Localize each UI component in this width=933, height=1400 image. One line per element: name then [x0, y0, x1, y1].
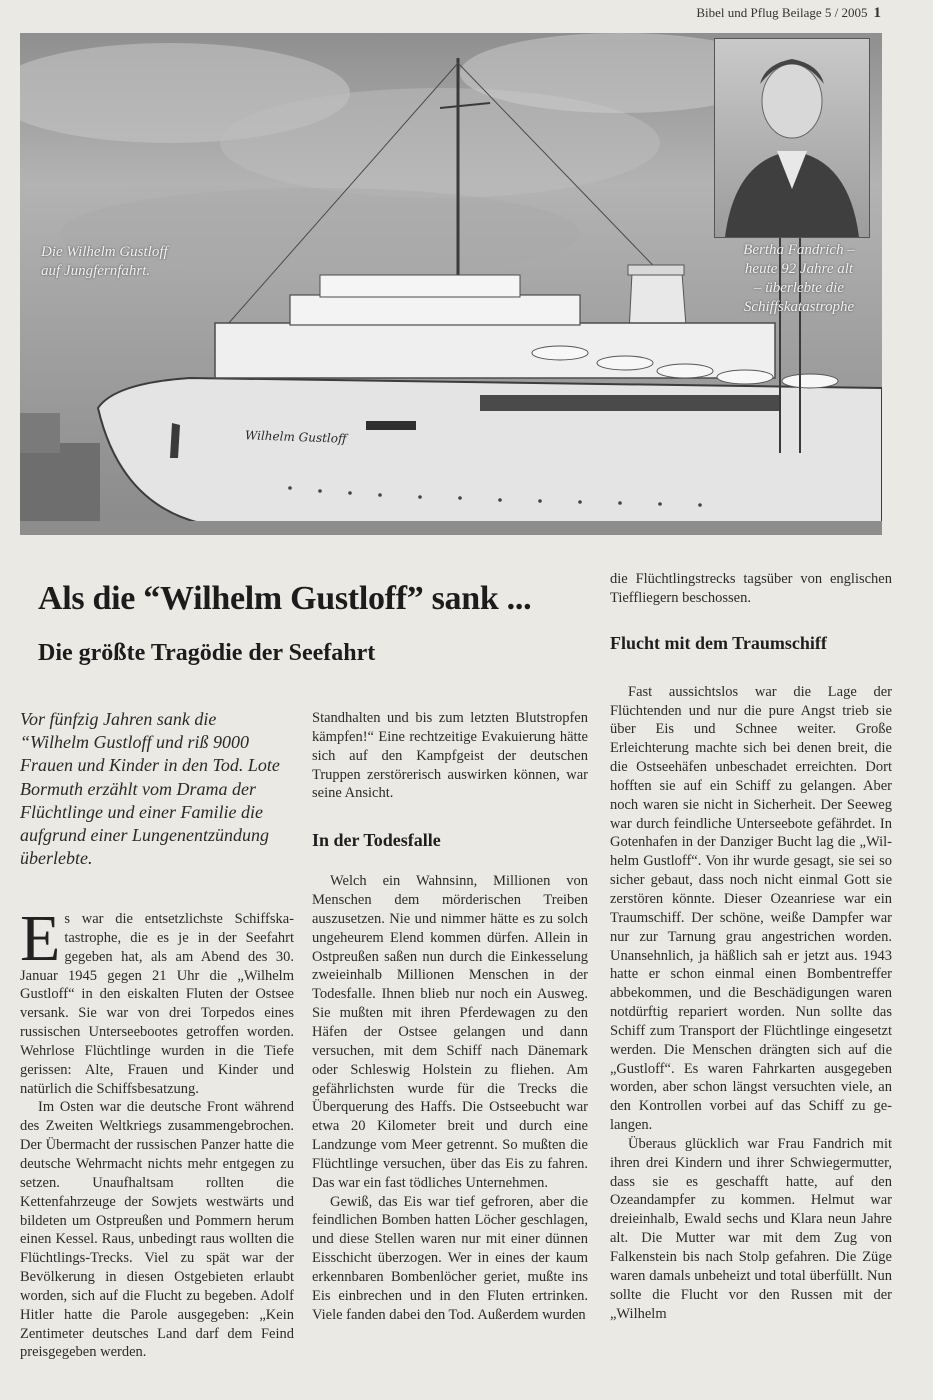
paragraph: Gewiß, das Eis war tief gefroren, aber die feindlichen Bomben hatten Löcher geschlagen, und diese Stellen waren nur mit einer dünnen Eisschicht überzogen. Wer in eines der kaum erkennbaren Bombenlöcher geriet, mußte ins Eis einbrechen und in den Fluten ertrinken. Viele fanden dabei den Tod. Außerdem wurden [312, 1193, 588, 1323]
paragraph-text: s war die entsetzlichste Schiffskatastrophe, die es je in der Seefahrt gegeben hat, als am Abend des 30. Januar 1945 gegen 21 Uhr die „Wilhelm Gustloff“ in den eiskalten Fluten der Ostsee versank. Sie war von drei Torpedos eines russischen Unterseebootes getroffen worden. Wehrlose Flüchtlinge wurden in die Tiefe gerissen: Alte, Frauen und Kinder und natürlich die Schiffsbesatzung. [20, 911, 294, 1097]
ship-photo [20, 33, 882, 535]
paragraph: Standhalten und bis zum letzten Blutstropfen kämpfen!“ Eine rechtzeitige Evakuierung hätte sich auf den Kampfgeist der deutschen Truppen zerstörerisch auswirken können, war seine Ansicht. [312, 710, 588, 802]
drop-cap: E [20, 902, 61, 975]
paragraph: Im Osten war die deutsche Front während des Zweiten Weltkriegs zusammengebrochen. Der Übermacht der russischen Panzer hatte die deutsche Wehrmacht nichts mehr entgegen zu setzen. Unaufhaltsam rollten die Kettenfahrzeuge der Sowjets westwärts und bildeten um Ostpreußen und Pommern herum einen Kessel. Raus, unbedingt raus wollten die Flüchtlings-Trecks. Viel zu spät war der Bevölkerung in diesen Ostgebieten erlaubt worden, sich auf die Flucht zu begeben. Adolf Hitler hatte die Parole ausgegeben: „Kein Zentimeter deutsches Land darf dem Feind preisgegeben werden. [20, 1099, 294, 1361]
column-2 [312, 709, 588, 1324]
portrait-photo [714, 38, 870, 238]
photo-caption-left [41, 243, 168, 281]
article-title: Als die “Wilhelm Gustloff” sank ... [38, 580, 532, 617]
article-lead: Vor fünfzig Jahren sank die “Wilhelm Gustloff und riß 9000 Frauen und Kinder in den Tod. Lote Bormuth erzählt vom Drama der Flüchtlinge und einer Familie die aufgrund einer Lungenentzündung überlebte. [20, 709, 280, 869]
section-heading: In der Todesfalle [312, 830, 441, 851]
paragraph: Fast aussichtslos war die Lage der Flüchtenden und nur die pure Angst trieb sie über Eis und Schnee weiter. Große Erleichterung machte sich bei denen breit, die die Ostseehäfen unbeschadet erreichten. Dort hofften sie auf ein Schiff zu gelangen. Aber noch waren sie nicht in Sicherheit. Der Seeweg war durch feindliche Unterseebote gefährdet. In Gotenhafen in der Danziger Bucht lag die „Wilhelm Gustloff“. Von ihr wurde gesagt, sie sei so sicher gebaut, dass noch nicht einmal Gott sie zerstören könnte. Dieser Ozeanriese war ein Traumschiff. Der schöne, weiße Dampfer war nur zur Tarnung grau angestrichen worden. Unansehnlich, ja häßlich sah er jetzt aus. 1943 hatte er schon einmal einen Bombentreffer abbekommen, und die Beschädigungen waren notdürftig repariert worden. Nun sollte das Schiff zum Transport der Flüchtlinge eingesetzt werden. Die Menschen drängten sich auf die „Gustloff“. Es waren Fahrkarten ausgegeben worden, aber schon längst versuchten viele, an den Kontrollen vorbei auf das Schiff zu gelangen. [610, 683, 892, 1134]
portrait-illustration [715, 39, 869, 237]
page-number: 1 [873, 5, 881, 21]
column-3 [610, 570, 892, 1323]
caption-line: Schiffskatastrophe [743, 299, 855, 315]
caption-line: heute 92 Jahre alt [744, 261, 854, 277]
paragraph: Welch ein Wahnsinn, Millionen von Menschen dem mörderischen Treiben auszusetzen. Nie und nimmer hätte es zu solch ungeheurem Elend kommen dürfen. Allein in Ostpreußen saßen nun durch die Einkesselung zweieinhalb Millionen Menschen in der Todesfalle. Ihnen blieb nur noch ein Ausweg. Sie mußten mit ihren Pferdewagen zu den Häfen der Ostsee gelangen und dann versuchen, mit dem Schiff nach Dänemark oder Schleswig Holstein zu fliehen. Am gefährlichsten wurde für die Trecks die Überquerung des Haffs. Die Ostseebucht war etwa 20 Kilometer breit und durch eine Landzunge vom Meer getrennt. So mußten die Flüchtlinge versuchen, über das Eis zu fahren. Das war ein fast tödliches Unternehmen. [312, 873, 588, 1191]
column-1 [20, 902, 294, 1362]
photo-caption-right [724, 241, 874, 317]
caption-line: Bertha Fandrich – [743, 242, 855, 258]
paragraph: Überaus glücklich war Frau Fandrich mit ihren drei Kindern und ihrer Schwiegermutter, dass sie es geschafft hatte, auf den Ozeandampfer zu kommen. Helmut war dreieinhalb, Ewald sechs und Klara neun Jahre alt. Die Mutter war mit dem Zug von Falkenstein bis nach Stolp gefahren. Die Züge waren damals unbeheizt und total überfüllt. Nun sollte die Flucht vor den Russen mit der „Wilhelm [610, 1135, 892, 1322]
paragraph [20, 902, 294, 1098]
caption-line: Die Wilhelm Gustloff [41, 244, 168, 260]
page-header [696, 5, 881, 22]
ship-name-lettering: Wilhelm Gustloff [244, 428, 347, 446]
caption-line: auf Jungfernfahrt. [41, 263, 151, 279]
caption-line: – überlebte die [754, 280, 844, 296]
article-subtitle: Die größte Tragödie der Seefahrt [38, 640, 376, 666]
publication-label: Bibel und Pflug Beilage 5 / 2005 [696, 5, 868, 20]
paragraph: die Flüchtlingstrecks tagsüber von englischen Tieffliegern beschossen. [610, 571, 892, 606]
section-heading: Flucht mit dem Traumschiff [610, 632, 827, 653]
